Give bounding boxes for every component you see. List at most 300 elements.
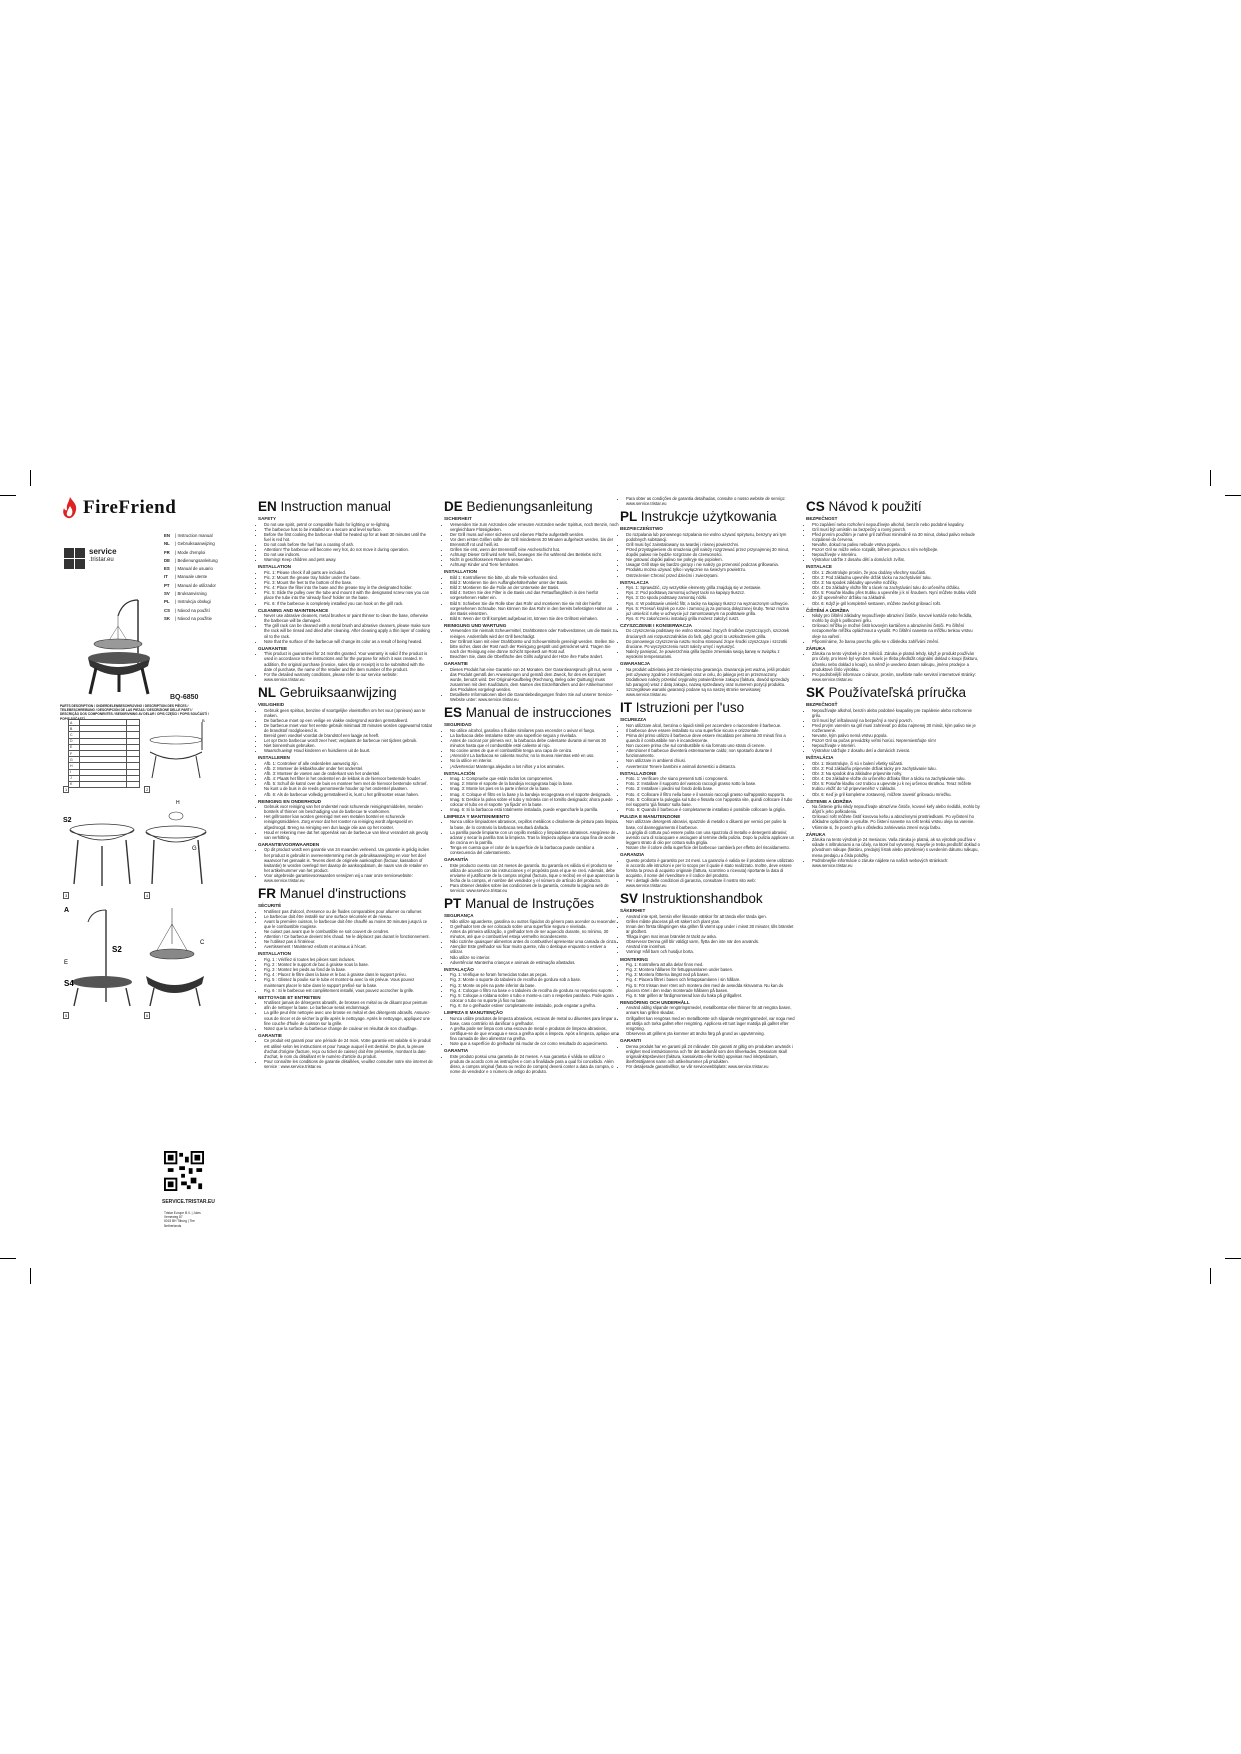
list-item: • Nikdy pro čištění základny nepoužívejte abrazivní čističe, kovové kartáče nebo ředidla, mohlo by dojít k poškození grilu. (812, 613, 981, 623)
subsection-heading: SICHERHEIT (444, 516, 472, 521)
section-heading: Bedienungsanleitung (466, 499, 593, 514)
text-column-1 (258, 496, 433, 1069)
list-item: • Obr. 3: Na spodok dna základne pripevnite nohy. (812, 771, 981, 776)
list-item: • Fig. 5 : Glissez la poulie sur le tube et montez-la avec la vis prévue. Vous pouvez maintenant placer le tube dans le support prefixé sur la base. (264, 977, 433, 987)
installation-figure-3 (62, 798, 138, 890)
list-item: • Note que a superfície do grelhador irá mudar de cor como resultado do aquecimento. (450, 1041, 619, 1046)
language-entry: PT | Manual de utilizador (164, 582, 218, 590)
part-letter: J (69, 775, 80, 781)
list-item: • Před prvním použitím je nutné gril zahřívat minimálně na 30 minut, dokud palivo nebude rozpálené do červena. (812, 532, 981, 542)
text-column-4 (806, 496, 981, 868)
list-item: • No cocine antes de que el combustible tenga una capa de ceniza. (450, 748, 619, 753)
list-item: • Pic. 3: Mount the feet to the bottom of the base. (264, 580, 433, 585)
list-item: • La griglia di cottura può essere pulita con una spazzola di metallo e detergenti abrasivi; avendo cura di sciacquare e asciugare al termine della pulizia. Dopo la pulizia applicare un leggero strato di olio per cottura sulla griglia. (626, 830, 795, 845)
list-item: • La barbacoa debe instalarse sobre una superficie segura y nivelada. (450, 733, 619, 738)
flame-icon (60, 496, 80, 520)
list-item: • Obr. 2: Pod základnu upevněte držák tácku na zachytávání tuku. (812, 575, 981, 580)
section-title (806, 685, 981, 700)
list-item: • Detaillierte Informationen über die Garantiebedingungen finden Sie auf unserer Service-Website unter: www.service.tristar.eu (450, 692, 619, 702)
part-letter: C (69, 732, 80, 738)
list-item: • Använd aldrig slipande rengöringsmedel, metallborstar eller thinner för att rengöra basen, annars kan grillen skadas. (626, 1005, 795, 1015)
installation-figure-5 (62, 904, 138, 1009)
list-item: • Do czyszczenia podstawy nie wolno stosować żrących środków czyszczących, szczotek drucianych ani rozpuszczalników do farb, gdyż grozi to uszkodzeniem grilla. (626, 628, 795, 638)
list-item: • Ce produit est garanti pour une période de 24 mois. Votre garantie est valable si le produit est utilisé selon les instructions et pour l'usage auquel il est destiné. De plus, la preuve d'achat d'origine (facture, reçu ou ticket de caisse) doit être présentée, montrant la date d'achat, le nom du détaillant et le numéro d'article du produit. (264, 1038, 433, 1058)
list-item: • Il barbecue deve essere installato su una superficie sicura e orizzontale. (626, 728, 795, 733)
list-item: • Notez que la surface du barbecue change de couleur en résultat de son chauffage. (264, 1026, 433, 1031)
list-item: • Der Grillrost kann mit einer Drahtbürste und Scheuermitteln gereinigt werden. Stellen Sie bitte sicher, dass der Rost nach der Reinigung gespült und getrocknet wird. Tragen Sie nach der Reinigung eine dünne Schicht Speiseöl am Rost auf. (450, 639, 619, 654)
bullet-list (806, 708, 981, 754)
list-item: • Fig. 4 : Placez le filtre dans la base et le bac à graisse dans le support prévu. (264, 972, 433, 977)
crop-mark (30, 1268, 31, 1284)
list-item: • Observera att grillens yta kommer att ändra färg på grund av uppvärmning. (626, 1031, 795, 1036)
service-line1: service (89, 547, 117, 556)
part-letter: B (69, 726, 80, 732)
list-item: • Imag. 2: Monte el soporte de la bandeja recogegrasa bajo la base. (450, 781, 619, 786)
section-code: EN (258, 499, 277, 514)
section-heading: Používateľská príručka (828, 684, 967, 700)
section-title (444, 896, 619, 911)
section-code: FR (258, 886, 276, 902)
list-item: • Använd inte sprit, bensin eller liknande vätskor för att tända eller tända igen. (626, 914, 795, 919)
list-item: • Non utilizzare detergenti abrasivi, spazzole di metallo o diluenti per vernici per pulire la base, col danneggiamento il barbecue. (626, 819, 795, 829)
language-code: SV (164, 591, 170, 597)
crop-mark (1210, 1268, 1211, 1284)
list-item: • Obr. 6: Když je gril kompletně sestaven, můžete zavěsit grilovací rošt. (812, 601, 981, 606)
installation-figure-4 (142, 798, 212, 890)
section-code: DE (444, 499, 463, 514)
parts-description-title: PARTS DESCRIPTION / ONDERDELENBESCHRIJVING / DESCRIPTION DES PIÈCES / TEILEBESCHREIBUNG / DESCRIPCIÓN DE LAS PIEZAS / DESCRIZIONE DELLE PARTI / DESCRIÇÃO DOS COMPONENTES / BESKRIVNING AV DELAR / OPIS CZĘŚCI / POPIS SOUČÁSTÍ / POPIS SÚČASTÍ (60, 704, 209, 721)
list-item: • Afb. 1: Controleer of alle onderdelen aanwezig zijn. (264, 761, 433, 766)
label-A: A (64, 907, 70, 914)
subsection-heading: VEILIGHEID (258, 701, 285, 707)
list-item: • Non utilizzare alcol, benzina o liquidi simili per accendere o riaccendere il barbecue. (626, 723, 795, 728)
language-label: Instrukcja obsługi (177, 599, 211, 605)
list-item: • Pic. 5: Slide the pulley over the tube and mount it with the designated screw now you can place the tube into the 'already fixed' holder on the base. (264, 590, 433, 600)
bullet-list (620, 532, 795, 578)
list-item: • Fig. 5: För trissan över röret och montera den med de avsedda skruvarna. Nu kan du placera röret i den redan monterade hållaren på basen. (626, 983, 795, 993)
subsection-heading: GWARANCJA (620, 661, 651, 667)
list-item: • Obr. 5: Posuňte kladku přes trubku a upevněte ji k ní šroubem. Nyní můžete trubku vložit do 'již upevněného' držáku na základně. (812, 590, 981, 600)
product-illustration (78, 596, 168, 696)
parts-table (68, 719, 140, 788)
list-item: • Imag. 3: Monte los pies en la parte inferior de la base. (450, 786, 619, 791)
section-title (258, 499, 433, 514)
section-title (444, 705, 619, 720)
subsection-heading: SÉCURITÉ (258, 903, 282, 909)
company-address (164, 1211, 210, 1228)
section-title (620, 700, 795, 715)
list-item: • Pred prvým varením sa gril musí zahrievať po dobu najmenej 30 minút, kým palivo nie je rozžeravené. (812, 723, 981, 733)
list-item: • Nicht in geschlossenen Räumen verwenden. (450, 557, 619, 562)
part-image-cell (80, 781, 127, 787)
list-item: • Afb. 2: Monteer de lekbakhouder onder het onderstel. (264, 766, 433, 771)
bullet-list (806, 837, 981, 868)
bullet-list (620, 723, 795, 769)
list-item: • Fig. 3: Monte os pés na parte inferior da base. (450, 983, 619, 988)
list-item: • Afb. 4: Plaats het filter in het onderstel en de lekbak in de hiervoor bestemde houder. (264, 776, 433, 781)
bullet-list (620, 962, 795, 998)
list-item: • Należy pamiętać, że powierzchnia grilla będzie zmieniała swoją barwę w związku z wysokimi temperaturami. (626, 649, 795, 659)
bullet-list (258, 1038, 433, 1069)
brand-name: FireFriend (83, 497, 177, 518)
list-item: • Bild 6: Wenn der Grill komplett aufgebaut ist, können Sie den Grillrost einhaken. (450, 616, 619, 621)
text-column-2 (444, 496, 619, 1074)
language-code: ES (164, 566, 170, 572)
subsection-heading: REINIGING EN ONDERHOUD (258, 798, 322, 804)
list-item: • Obr. 1: Zkontrolujte prosím, že jsou dodány všechny součásti. (812, 570, 981, 575)
list-item: • Fig. 6: När grillen är färdigmonterad kan du haka på grillgallret. (626, 993, 795, 998)
list-item: • Záruka na tento výrobek je 24 měsíců. Záruka je platná tehdy, když je produkt používán pro účely, pro které byl vyroben. Navíc je třeba předložit originální doklad o koupi (fakturu, účtenku nebo doklad o koupi), na němž je uvedeno datum nákupu, jméno prodejce a produktové číslo výrobku. (812, 651, 981, 671)
bullet-list (620, 667, 795, 698)
manual-sheet (60, 496, 1182, 1256)
bullet-list (444, 863, 619, 894)
list-item: • Ne l'utilisez pas à l'intérieur. (264, 939, 433, 944)
bullet-list (444, 972, 619, 1008)
list-item: • Pic. 4: Place the filter into the base and the grease tray in the designated holder. (264, 585, 433, 590)
subsection-heading: GARANTÍA (444, 857, 469, 863)
subsection-heading: INSTALACE (806, 564, 832, 570)
pictogram-icon (64, 559, 74, 569)
language-label: Instruction manual (177, 533, 213, 538)
list-item: • Produktu można używać tylko i wyłącznie na świeżym powietrzu. (626, 567, 795, 572)
bullet-list (806, 522, 981, 563)
list-item: • Foto. 5: Collocare la puleggia sul tubo e fissarla con l'apposita vite, quindi collocare il tubo nel supporto 'già fissato' sulla base. (626, 797, 795, 807)
label-C: C (200, 940, 205, 946)
section-de (444, 499, 619, 702)
list-item: • Dieses Produkt hat eine Garantie von 24 Monaten. Der Garantieanspruch gilt nur, wenn das Produkt gemäß den Anweisungen und gemäß dem Zweck, für den es konzipiert wurde, benutzt wird. Der Original-Kaufbeleg (Rechnung, Beleg oder Quittung) muss zusammen mit dem Kaufdatum, dem Namen des Einzelhändlers und der Artikelnummer des Produktes vorgelegt werden. (450, 667, 619, 692)
part-letter: K (69, 781, 80, 787)
subsection-heading: INSTALLAZIONE (620, 770, 657, 776)
list-item: • Foto. 2: Installare il supporto del vassoio raccogli grasso sotto la base. (626, 781, 795, 786)
list-item: • Fig. 3 : Montez les pieds au fond de la base. (264, 967, 433, 972)
subsection-heading: RENGÖRING OCH UNDERHÅLL (620, 999, 690, 1005)
list-item: • Per i dettagli delle condizioni di garanzia, consultare il nostro sito web: www.service.tristar.eu (626, 878, 795, 888)
list-item: • Grillen måste placeras på ett säkert och plant ytan. (626, 919, 795, 924)
list-item: • Attention ! Ce barbecue devient très chaud. Ne le déplacez pas durant le fonctionnement. (264, 934, 433, 939)
section-nl (258, 685, 433, 883)
section-code: CS (806, 499, 825, 514)
bullet-list (258, 847, 433, 883)
label-S4: S4 (64, 979, 74, 988)
section-es (444, 705, 619, 893)
list-item: • Fig. 2 : Montez le support de bac à graisse sous la base. (264, 962, 433, 967)
figure-number: 3 (65, 893, 68, 898)
list-item: • Pour connaître les conditions de garantie détaillées, veuillez consulter notre site internet de service : www.service.tristar.eu (264, 1059, 433, 1069)
list-item: • Na produkt udzielana jest 24-miesięczna gwarancja. Gwarancja jest ważna, jeśli produkt jest używany zgodnie z instrukcjami oraz w celu, do jakiego jest on przeznaczony. Dodatkowo należy przesłać oryginalny potwierdzenie zakupu (faktura, dowód sprzedaży lub paragon) wraz z datą zakupu, nazwą sprzedawcy oraz numerem pozycji produktu. (626, 667, 795, 687)
list-item: • Innan den första tillagningen ska grillen få värmt upp under i minst 30 minuter, tills bränslet är glödhett. (626, 924, 795, 934)
section-sk (806, 685, 981, 868)
list-item: • Before the first cooking the barbecue shall be heated up for at least 30 minutes until the fuel is red hot. (264, 532, 433, 542)
subsection-heading: INSTALACIÓN (444, 770, 476, 776)
list-item: • Antes da primeira utilização, o grelhador tem de ser aquecido durante, no mínimo, 30 minutos, até que o combustível esteja vermelho incandescente. (450, 929, 619, 939)
list-item: • Bild 2: Montieren Sie den Auffangbehälterhalter unter der Basis. (450, 580, 619, 585)
list-item: • Warning! Keep children and pets away. (264, 557, 433, 562)
language-label: Návod na použitie (177, 615, 212, 621)
part-letter: H (69, 763, 80, 769)
list-item: • Pozor! Gril sa počas prevádzky veľmi horúci. Nepremiestňujte ním! (812, 738, 981, 743)
list-item: • No la utilice en interior. (450, 758, 619, 763)
list-item: • För detaljerade garantivillkor, se vår servicewebbplats: www.service.tristar.eu (626, 1064, 795, 1069)
section-sv (620, 891, 795, 1069)
language-entry: PL | Instrukcja obsługi (164, 598, 218, 606)
qr-code (164, 1151, 204, 1191)
list-item: • Do not use spirit, petrol or compatible fluids for lighting or re-lighting. (264, 522, 433, 527)
bullet-list (444, 728, 619, 769)
section-title (806, 499, 981, 514)
bullet-list (444, 1054, 619, 1074)
section-heading: Manuel d'instructions (279, 886, 407, 902)
subsection-heading: CLEANING AND MAINTENANCE (258, 607, 329, 613)
installation-figure-6 (142, 904, 212, 1009)
list-item: • Nepoužívajte v interiéri. (812, 743, 981, 748)
language-code: CS (164, 607, 170, 613)
continued-text (620, 496, 795, 506)
service-url: SERVICE.TRISTAR.EU (162, 1199, 215, 1205)
list-item: • Fig. 6 : Si le barbecue est complètement installé, vous pouvez accrocher la grille. (264, 988, 433, 993)
list-item: • Grillen Sie erst, wenn der Brennstoff eine Ascheschicht hat. (450, 547, 619, 552)
list-item: • Bild 3: Montieren Sie die Füße an der Unterseite der Basis. (450, 585, 619, 590)
subsection-heading: NETTOYAGE ET ENTRETIEN (258, 994, 321, 1000)
list-item: • Este produto possui uma garantia de 24 meses. A sua garantia é válida se utilizar o produto de acordo com as instruções e com a finalidade para a qual foi concebido. Além disso, a compra original (fatura ou recibo de compra) deverá conter a data da compra, o nome do vendedor e o número de artigo do produto. (450, 1054, 619, 1074)
list-item: • Voor uitgebreide garantievoorwaarden verwijzen wij u naar onze servicewebsite: www.service.tristar.eu (264, 873, 433, 883)
parts-row (69, 781, 140, 787)
section-title (444, 499, 619, 514)
subsection-heading: PULIZIA E MANUTENZIONE (620, 813, 681, 819)
section-it (620, 700, 795, 888)
list-item: • Grilovací mřížku je možné čistit kovovým kartáčem a abrazivními čističi. Po čištění nezapomeňte mřížku opláchnout a vysušit. Po čištění naneste na mřížku tenkou vrstvu oleje na vaření. (812, 623, 981, 638)
list-item: • Nepoužívajte alkohol, benzín alebo podobné kvapaliny pre zapálenie alebo rozhorenie grilu. (812, 708, 981, 718)
list-item: • Attention! The barbecue will become very hot, do not move it during operation. (264, 547, 433, 552)
language-entry: EN | Instruction manual (164, 532, 218, 540)
list-item: • Obr. 1: Skontrolujte, či sú v balení všetky súčasti. (812, 761, 981, 766)
list-item: • Este producto cuenta con 24 meses de garantía. Su garantía es válida si el producto se utiliza de acuerdo con las instrucciones y el propósito para el que se creó. Además, debe enviarse el justificante de la compra original (factura, tique o recibo) en el que aparezcan la fecha de la compra, el nombre del vendedor y el número de artículo del producto. (450, 863, 619, 883)
bullet-list (258, 570, 433, 606)
language-code: DE (164, 557, 170, 563)
list-item: • Obr. 4: Do základny vložte filtr a tácek na zachytávání tuku do určeného držáku. (812, 585, 981, 590)
language-entry: FR | Mode d'emploi (164, 549, 218, 557)
subsection-heading: INSTALAÇÃO (444, 966, 474, 972)
bullet-list (620, 628, 795, 659)
list-item: • The grill rack can be cleaned with a metal brush and abrasive cleaners, please make sure the rack will be rinsed and dried after cleaning. After cleaning apply a thin layer of cooking oil to the rack. (264, 623, 433, 638)
list-item: • Pic. 1: Please check if all parts are included. (264, 570, 433, 575)
list-item: • Houd er rekening mee dat het oppervlak van de barbecue van kleur verandert als gevolg van verhitting. (264, 830, 433, 840)
list-item: • Fig. 2: Monte o suporte do tabuleiro de recolha de gordura sob a base. (450, 977, 619, 982)
bullet-list (444, 628, 619, 659)
bullet-list (444, 575, 619, 621)
list-item: • Waarschuwing! Houd kinderen en huisdieren uit de buurt. (264, 748, 433, 753)
list-item: • Nunca utilice limpiadores abrasivos, cepillos metálicos o disolvente de pintura para limpiar la base, de lo contrario la barbacoa resultará dañada. (450, 819, 619, 829)
list-item: • Beachten Sie, dass die Oberfläche des Grills aufgrund der Hitze ihre Farbe ändert. (450, 654, 619, 659)
subsection-heading: GARANTI (620, 1037, 641, 1043)
subsection-heading: INŠTALÁCIA (806, 755, 834, 761)
list-item: • Rys. 4: W podstawie umieść filtr, a tackę na kapiący tłuszcz na wyznaczonym uchwycie. (626, 601, 795, 606)
list-item: • Do not use indoors. (264, 552, 433, 557)
list-item: • Nevařte, dokud na palivu nebude vrstva popela. (812, 542, 981, 547)
figure-number: 5 (65, 1013, 68, 1018)
list-item: • Připomínáme, že barva povrchu grilu se v důsledku zahřívání změní. (812, 639, 981, 644)
subsection-heading: GARANTIA (444, 1048, 469, 1054)
list-item: • Obr. 3: Na spodek základny upevněte nožičky. (812, 580, 981, 585)
list-item: • Fig. 6: Se o grelhador estiver completamente instalado, pode engatar a grelha. (450, 1003, 619, 1008)
bullet-list (620, 585, 795, 621)
list-item: • Afb. 3: Monteer de voeten aan de onderkant van het onderstel. (264, 771, 433, 776)
service-block (64, 548, 117, 569)
label-G: G (192, 846, 197, 852)
language-code: FR (164, 549, 170, 555)
cover-column (60, 496, 218, 1228)
list-item: • Gebruik geen spiritus, benzine of soortgelijke vloeistoffen om het vuur (opnieuw) aan te maken. (264, 708, 433, 718)
list-item: • Foto. 4: Collocare il filtro nella base e il vassoio raccogli grasso sull'apposito supporto. (626, 792, 795, 797)
list-item: • Obr. 6: Keď je gril kompletne zostavený, môžete zavesiť grilovaciu mriežku. (812, 792, 981, 797)
subsection-heading: GARANZIA (620, 852, 645, 858)
language-entry: IT | Manuale utente (164, 573, 218, 581)
list-item: • Výstraha! Udržte z dosahu dětí a domácích zvířat. (812, 557, 981, 562)
list-item: • Imag. 6: Si la barbacoa está totalmente instalada, puede engancharle la parrilla. (450, 807, 619, 812)
subsection-heading: SEGURANÇA (444, 913, 474, 919)
section-fr (258, 886, 433, 1069)
bullet-list (258, 522, 433, 563)
list-item: • No utilice alcohol, gasolina o fluidos similares para encender o avivar el fuego. (450, 728, 619, 733)
list-item: • Não utilize aguardente, gasolina ou outros líquidos do género para acender ou reacender. (450, 919, 619, 924)
language-label: Manual de utilizador (177, 582, 216, 588)
subsection-heading: ČISTENIE A ÚDRŽBA (806, 798, 853, 804)
bullet-list (806, 613, 981, 644)
list-item: • Avertissement ! Maintenez enfants et animaux à l'écart. (264, 944, 433, 949)
list-item: • Podrobnejšie informácie o záruke nájdete na našich webových stránkach: www.service.tristar.eu (812, 858, 981, 868)
language-code: PL (164, 599, 170, 605)
list-item: • The barbecue has to be installed on a secure and level surface. (264, 527, 433, 532)
text-column-3 (620, 496, 795, 1069)
subsection-heading: ČIŠTĚNÍ A ÚDRŽBA (806, 607, 850, 613)
list-item: • ¡Atención! La barbacoa se calienta mucho; no la mueva mientras esté en uso. (450, 753, 619, 758)
section-title (620, 509, 795, 524)
language-label: Gebruiksaanwijzing (177, 541, 215, 547)
subsection-heading: BEZPIECZEŃSTWO (620, 526, 663, 532)
list-item: • Bereid geen voedsel voordat de brandstof een laagje as heeft. (264, 733, 433, 738)
list-item: • Do not cook before the fuel has a coating of ash. (264, 542, 433, 547)
model-number: BQ-6850 (170, 694, 199, 701)
figure-number: 4 (146, 893, 149, 898)
part-letter: D (69, 738, 80, 744)
section-code: ES (444, 705, 463, 721)
list-item: • Para obter as condições de garantia detalhadas, consulte o nosso website de serviço: www.service.tristar.eu (626, 496, 795, 506)
list-item: • Tenga en cuenta que el color de la superficie de la barbacoa puede cambiar a consecuencia del calentamiento. (450, 845, 619, 855)
list-item: • Imag. 1: Compruebe que están todos los componentes. (450, 776, 619, 781)
service-logo (89, 548, 117, 564)
bullet-list (444, 919, 619, 965)
list-item: • Fig. 4: Placera filtret i basen och fettuppsamlaren i sin hållare. (626, 977, 795, 982)
crop-mark (1210, 470, 1211, 486)
section-code: SV (620, 891, 639, 907)
bullet-list (620, 819, 795, 850)
list-item: • Fig. 3: Montera fötterna längst ned på basen. (626, 972, 795, 977)
list-item: • Obr. 4: Do základne vložte do určeného držiaku filter a tácku na zachytávanie tuku. (812, 776, 981, 781)
list-item: • Grilovací rošt môžete čistiť kovovou kefou a abrazívnymi prostriedkami. Po vyčistení ho dôkladne opláchnite a vysušte. Po čistení naneste na rošt tenkú vrstvu oleja na varenie. (812, 814, 981, 824)
bullet-list (444, 819, 619, 855)
language-entry: CS | Návod na použití (164, 607, 218, 615)
list-item: • Prima del primo utilizzo il barbecue deve essere riscaldato per almeno 30 minuti fino a quando il combustibile non è incandescente. (626, 733, 795, 743)
bullet-list (444, 522, 619, 568)
list-item: • Der Grill muss auf einer sicheren und ebenen Fläche aufgestellt werden. (450, 532, 619, 537)
list-item: • Imag. 4: Coloque el filtro en la base y la bandeja recogegrasa en el soporte designado. (450, 792, 619, 797)
list-item: • Note that the surface of the barbecue will change its color as a result of being heated. (264, 639, 433, 644)
section-heading: Návod k použití (828, 499, 922, 514)
section-pt (444, 896, 619, 1074)
bullet-list (258, 957, 433, 993)
subsection-heading: MONTERING (620, 956, 649, 962)
exploded-view (142, 718, 208, 782)
bullet-list (444, 776, 619, 812)
bullet-list (620, 1005, 795, 1036)
list-item: • Let op! Deze barbecue wordt zeer heet; verplaats de barbecue niet tijdens gebruik. (264, 738, 433, 743)
list-item: • Observera! Denna grill blir väldigt varm, flytta den inte när den används. (626, 939, 795, 944)
list-item: • Gebruik voor reiniging van het onderstel nooit schurende reinigingsmiddelen, metalen borstels of thinner om beschadiging van de barbecue te voorkomen. (264, 804, 433, 814)
list-item: • Nunca utilize produtos de limpeza abrasivos, escovas de metal ou diluentes para limpar a base, caso contrário irá danificar o grelhador. (450, 1016, 619, 1026)
list-item: • Pozor! Gril se může velice rozpálit, během provozu s ním nehýbejte. (812, 547, 981, 552)
list-item: • La grille peut être nettoyée avec une brosse en métal et des détergents abrasifs. Assurez-vous de rincer et de sécher la grille après le nettoyage. Après le nettoyage, appliquez une fine couche d'huile de cuisson sur la grille. (264, 1010, 433, 1025)
list-item: • Questo prodotto è garantito per 24 mesi. La garanzia è valida se il prodotto viene utilizzato in accordo alle istruzioni e per lo scopo per il quale è stato realizzato. Inoltre, deve essere fornita la prova di acquisto originale (fattura, scontrino o ricevuta) riportante la data di acquisto, il nome del rivenditore e il codice del prodotto. (626, 858, 795, 878)
bullet-list (620, 1044, 795, 1069)
figure-number: 2 (146, 787, 149, 792)
list-item: • Szczegółowe warunki gwarancji podane są na naszej stronie serwisowej: www.service.tristar.eu (626, 687, 795, 697)
subsection-heading: REINIGUNG UND WARTUNG (444, 622, 507, 628)
bullet-list (258, 708, 433, 754)
list-item: • Rys. 3: Do spodu podstawy zamontuj nóżki. (626, 595, 795, 600)
brand-logo (60, 496, 210, 520)
part-letter: A (69, 720, 80, 726)
section-heading: Manual de Instruções (465, 896, 595, 912)
list-item: • Verwenden Sie zum Anzünden oder erneuten Anzünden weder Spiritus, noch Benzin, noch vergleichbare Flüssigkeiten. (450, 522, 619, 532)
list-item: • Bild 4: Setzen Sie den Filter in die Basis und das Fettauffangblech in den hierfür vorgesehenen Halter ein. (450, 590, 619, 600)
list-item: • Ostrzeżenie! Chronić przed dziećmi i zwierzętami. (626, 573, 795, 578)
bullet-list (620, 776, 795, 812)
list-item: • Vor dem ersten Grillen sollte der Grill mindestens 30 Minuten aufgeheizt werden, bis der Brennstoff rot und heiß ist. (450, 537, 619, 547)
list-item: • Non cuocere prima che sul combustibile si sia formato uno strato di cenere. (626, 743, 795, 748)
subsection-heading: BEZPEČNOST (806, 516, 838, 521)
list-item: • Obr. 2: Pod základňu pripevnite držiak tácky pre zachytávanie tuku. (812, 766, 981, 771)
subsection-heading: LIMPEZA E MANUTENÇÃO (444, 1009, 503, 1015)
list-item: • Do rozpalania lub ponownego rozpalania nie wolno używać spirytusu, benzyny ani tym podobnych substancji. (626, 532, 795, 542)
list-item: • This product is guaranteed for 24 months granted. Your warranty is valid if the product is used in accordance to the instructions and for the purpose for which it was created. In addition, the original purchase (invoice, sales slip or receipt) is to be submitted with the date of purchase, the name of the retailer and the item number of the product. (264, 651, 433, 671)
list-item: • N'utilisez jamais de détergents abrasifs, de brosses en métal ou de diluant pour peinture afin de nettoyer la base. Le barbecue serait endommagé. (264, 1000, 433, 1010)
list-item: • Fig. 4: Coloque o filtro na base e o tabuleiro de recolha de gordura no respetivo suporte. (450, 988, 619, 993)
subsection-heading: LIMPIEZA Y MANTENIMIENTO (444, 813, 510, 819)
list-item: • Rys. 5: Przesuń krążek po rurze i zamocuj ją za pomocą dołączonej śruby. Teraz można już umieścić rurkę w uchwycie już zamontowanym na podstawie grilla. (626, 606, 795, 616)
subsection-heading: CZYSZCZENIE I KONSERWACJA (620, 622, 692, 628)
label-S2: S2 (112, 945, 122, 954)
section-heading: Gebruiksaanwijzing (279, 684, 397, 700)
list-item: • Varning! Håll barn och husdjur borta. (626, 949, 795, 954)
bullet-list (258, 651, 433, 682)
list-item: • Använd inte inomhus. (626, 944, 795, 949)
section-cs (806, 499, 981, 682)
crop-mark (1225, 495, 1241, 496)
list-item: • Fig. 5: Coloque a roldana sobre o tubo e monte-a com o respetivo parafuso. Pode agora colocar o tubo no suporte já fixo na base. (450, 993, 619, 1003)
figure-number: 6 (146, 1013, 149, 1018)
list-item: • Não utilize no interior. (450, 955, 619, 960)
bullet-list (806, 570, 981, 606)
bullet-list (444, 667, 619, 703)
bullet-list (620, 914, 795, 955)
section-heading: Instruction manual (280, 499, 391, 514)
list-item: • Tillaga ingen mat innan bränslet är täckt av aska. (626, 934, 795, 939)
section-heading: Instrukcje użytkowania (640, 509, 777, 525)
list-item: • Grill musi być zainstalowany na twardej i równej powierzchni. (626, 542, 795, 547)
list-item: • Advertência! Mantenha crianças e animais de estimação afastados. (450, 960, 619, 965)
list-item: • Do ponownego czyszczenia rusztu można stosować żrące środki czyszczące i szczotki druciane. Po wyczyszczeniu ruszt należy umyć i wysuszyć. (626, 639, 795, 649)
section-heading: Istruzioni per l'uso (635, 700, 745, 716)
list-item: • Não cozinhe quaisquer alimentos antes do combustível apresentar uma camada de cinza. (450, 939, 619, 944)
